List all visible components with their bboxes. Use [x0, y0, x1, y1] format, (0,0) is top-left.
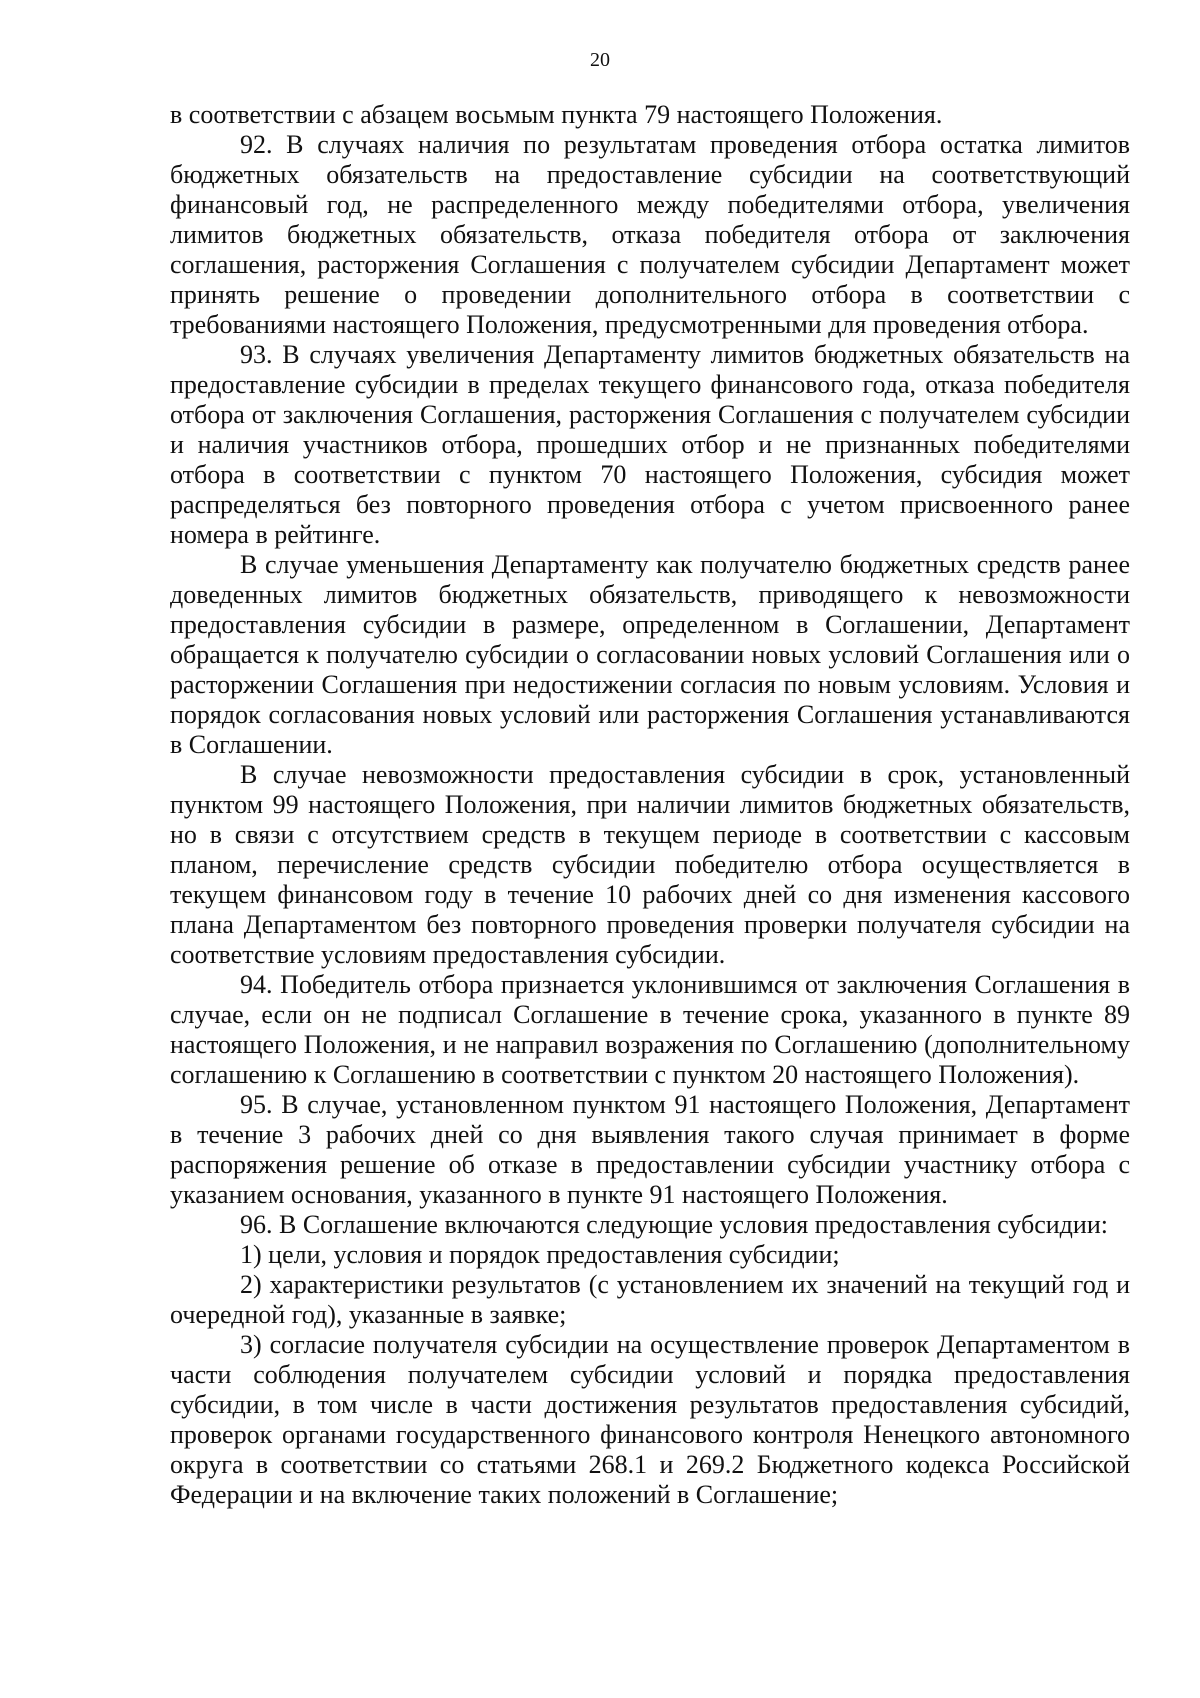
- paragraph-92: 92. В случаях наличия по результатам проведения отбора остатка лимитов бюджетных обязательств на предоставление субсидии на соответствующий финансовый год, не распределенного между победителями отбора, увеличения лимитов бюджетных обязательств, отказа победителя отбора от заключения соглашения, расторжения Соглашения с получателем субсидии Департамент может принять решение о проведении дополнительного отбора в соответствии с требованиями настоящего Положения, предусмотренными для проведения отбора.: [170, 130, 1130, 339]
- paragraph-continuation: в соответствии с абзацем восьмым пункта 79 настоящего Положения.: [170, 100, 943, 129]
- paragraph-93-cash-plan: В случае невозможности предоставления субсидии в срок, установленный пунктом 99 настоящего Положения, при наличии лимитов бюджетных обязательств, но в связи с отсутствием средств в текущем периоде в соответствии с кассовым планом, перечисление средств субсидии победителю отбора осуществляется в текущем финансовом году в течение 10 рабочих дней со дня изменения кассового плана Департаментом без повторного проведения проверки получателя субсидии на соответствие условиям предоставления субсидии.: [170, 760, 1130, 969]
- paragraph-96: 96. В Соглашение включаются следующие условия предоставления субсидии:: [240, 1210, 1108, 1239]
- paragraph-93: 93. В случаях увеличения Департаменту лимитов бюджетных обязательств на предоставление субсидии в пределах текущего финансового года, отказа победителя отбора от заключения Соглашения, расторжения Соглашения с получателем субсидии и наличия участников отбора, прошедших отбор и не признанных победителями отбора в соответствии с пунктом 70 настоящего Положения, субсидия может распределяться без повторного проведения отбора с учетом присвоенного ранее номера в рейтинге.: [170, 340, 1130, 549]
- page-number: 20: [590, 49, 610, 71]
- paragraph-93-limits-reduction: В случае уменьшения Департаменту как получателю бюджетных средств ранее доведенных лимитов бюджетных обязательств, приводящего к невозможности предоставления субсидии в размере, определенном в Соглашении, Департамент обращается к получателю субсидии о согласовании новых условий Соглашения или о расторжении Соглашения при недостижении согласия по новым условиям. Условия и порядок согласования новых условий или расторжения Соглашения устанавливаются в Соглашении.: [170, 550, 1130, 759]
- list-item-2: 2) характеристики результатов (с установлением их значений на текущий год и очередной год), указанные в заявке;: [170, 1270, 1130, 1329]
- document-body: [170, 100, 1130, 1510]
- paragraph-95: 95. В случае, установленном пунктом 91 настоящего Положения, Департамент в течение 3 рабочих дней со дня выявления такого случая принимает в форме распоряжения решение об отказе в предоставлении субсидии участнику отбора с указанием основания, указанного в пункте 91 настоящего Положения.: [170, 1090, 1130, 1209]
- list-item-3: 3) согласие получателя субсидии на осуществление проверок Департаментом в части соблюдения получателем субсидии условий и порядка предоставления субсидии, в том числе в части достижения результатов предоставления субсидий, проверок органами государственного финансового контроля Ненецкого автономного округа в соответствии со статьями 268.1 и 269.2 Бюджетного кодекса Российской Федерации и на включение таких положений в Соглашение;: [170, 1330, 1130, 1509]
- paragraph-94: 94. Победитель отбора признается уклонившимся от заключения Соглашения в случае, если он не подписал Соглашение в течение срока, указанного в пункте 89 настоящего Положения, и не направил возражения по Соглашению (дополнительному соглашению к Соглашению в соответствии с пунктом 20 настоящего Положения).: [170, 970, 1130, 1089]
- list-item-1: 1) цели, условия и порядок предоставления субсидии;: [240, 1240, 840, 1269]
